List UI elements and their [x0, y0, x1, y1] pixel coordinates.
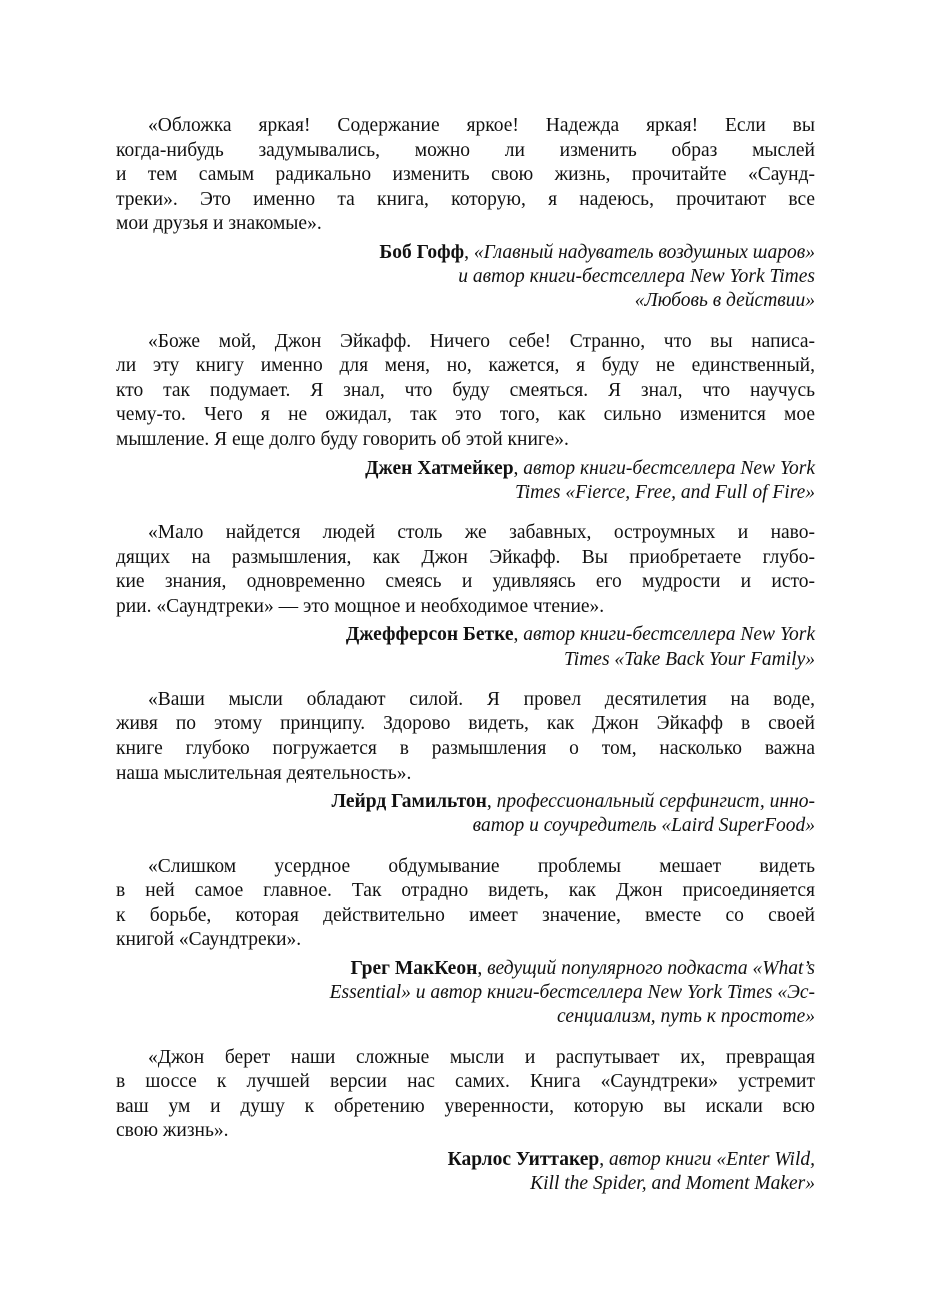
attribution-line	[116, 981, 815, 1005]
comma: ,	[486, 791, 492, 813]
quote-line: живя по этому принципу. Здорово видеть, как Джон Эйкафф в своей	[116, 713, 815, 735]
testimonial-attribution	[116, 790, 815, 838]
attribution-line	[116, 1172, 815, 1196]
author-description: Essential» и автор книги-бестселлера New York Times «Эс-	[329, 982, 815, 1004]
quote-line: ваш ум и душу к обретению уверенности, которую вы искали всю	[116, 1095, 815, 1117]
author-description: Kill the Spider, and Moment Maker»	[530, 1173, 815, 1195]
quote-line: «Слишком усердное обдумывание проблемы мешает видеть	[148, 855, 815, 877]
author-name: Джен Хатмейкер	[365, 457, 514, 479]
author-description: «Главный надуватель воздушных шаров»	[468, 241, 815, 263]
quote-line: треки». Это именно та книга, которую, я надеюсь, прочитают все	[116, 188, 815, 210]
author-name: Лейрд Гамильтон	[331, 791, 487, 813]
quote-line: «Джон берет наши сложные мысли и распутывает их, превращая	[148, 1046, 815, 1068]
attribution-line	[116, 481, 815, 505]
author-name: Грег МакКеон	[350, 957, 478, 979]
testimonial-attribution	[116, 1148, 815, 1196]
comma: ,	[599, 1148, 605, 1170]
testimonial-quote	[116, 521, 815, 619]
testimonial-quote	[116, 1046, 815, 1144]
quote-line: ли эту книгу именно для меня, но, кажется, я буду не единственный,	[116, 355, 815, 377]
attribution-line	[116, 957, 815, 981]
testimonial-quote	[116, 330, 815, 453]
author-name: Боб Гофф	[379, 241, 465, 263]
comma: ,	[464, 241, 469, 263]
author-description: Times «Fierce, Free, and Full of Fire»	[514, 481, 815, 503]
quote-line: мышление. Я еще долго буду говорить об этой книге».	[116, 428, 569, 450]
attribution-line	[116, 814, 815, 838]
quote-line: свою жизнь».	[116, 1120, 229, 1142]
author-name: Джефферсон Бетке	[345, 624, 514, 646]
author-description: ведущий популярного подкаста «What’s	[482, 957, 815, 979]
comma: ,	[513, 624, 519, 646]
attribution-line	[116, 1148, 815, 1172]
quote-line: мои друзья и знакомые».	[116, 213, 322, 235]
quote-line: и тем самым радикально изменить свою жизнь, прочитайте «Саунд-	[116, 164, 815, 186]
author-name: Карлос Уиттакер	[447, 1148, 600, 1170]
quote-line: в ней самое главное. Так отрадно видеть, как Джон присоединяется	[116, 880, 815, 902]
author-description: ватор и соучредитель «Laird SuperFood»	[472, 815, 815, 837]
comma: ,	[513, 457, 519, 479]
attribution-line	[116, 790, 815, 814]
quote-line: кто так подумает. Я знал, что буду смеяться. Я знал, что научусь	[116, 379, 815, 401]
author-description: автор книги «Enter Wild,	[604, 1148, 815, 1170]
attribution-line	[116, 241, 815, 265]
testimonial-attribution	[116, 457, 815, 505]
quote-line: когда-нибудь задумывались, можно ли изменить образ мыслей	[116, 139, 815, 161]
attribution-line	[116, 1005, 815, 1029]
author-description: сенциализм, путь к простоте»	[556, 1006, 815, 1028]
testimonial-quote	[116, 855, 815, 953]
testimonial-attribution	[116, 623, 815, 671]
attribution-line	[116, 289, 815, 313]
author-description: Times «Take Back Your Family»	[564, 648, 815, 670]
author-description: и автор книги-бестселлера New York Times	[458, 266, 815, 288]
quote-line: рии. «Саундтреки» — это мощное и необходимое чтение».	[116, 595, 605, 617]
testimonial-attribution	[116, 241, 815, 314]
attribution-line	[116, 265, 815, 289]
quote-line: книге глубоко погружается в размышления о том, насколько важна	[116, 737, 815, 759]
author-description: профессиональный серфингист, инно-	[491, 791, 815, 813]
quote-line: в шоссе к лучшей версии нас самих. Книга «Саундтреки» устремит	[116, 1071, 815, 1093]
quote-line: «Ваши мысли обладают силой. Я провел десятилетия на воде,	[148, 688, 815, 710]
quote-line: «Обложка яркая! Содержание яркое! Надежда яркая! Если вы	[148, 115, 815, 136]
attribution-line	[116, 623, 815, 647]
author-description: «Любовь в действии»	[634, 290, 815, 312]
quote-line: чему-то. Чего я не ожидал, так это того, как сильно изменится мое	[116, 404, 815, 426]
quote-line: книгой «Саундтреки».	[116, 929, 302, 951]
testimonials-page	[116, 114, 815, 1212]
comma: ,	[477, 957, 483, 979]
quote-line: «Мало найдется людей столь же забавных, остроумных и наво-	[148, 521, 815, 543]
attribution-line	[116, 648, 815, 672]
quote-line: «Боже мой, Джон Эйкафф. Ничего себе! Странно, что вы написа-	[148, 330, 815, 352]
testimonial-quote	[116, 114, 815, 237]
quote-line: кие знания, одновременно смеясь и удивляясь его мудрости и исто-	[116, 571, 815, 593]
author-description: автор книги-бестселлера New York	[518, 624, 815, 646]
attribution-line	[116, 457, 815, 481]
quote-line: к борьбе, которая действительно имеет значение, вместе со своей	[116, 904, 815, 926]
testimonial-attribution	[116, 957, 815, 1030]
author-description: автор книги-бестселлера New York	[518, 457, 815, 479]
quote-line: наша мыслительная деятельность».	[116, 762, 412, 784]
quote-line: дящих на размышления, как Джон Эйкафф. Вы приобретаете глубо-	[116, 546, 815, 568]
testimonial-quote	[116, 688, 815, 786]
